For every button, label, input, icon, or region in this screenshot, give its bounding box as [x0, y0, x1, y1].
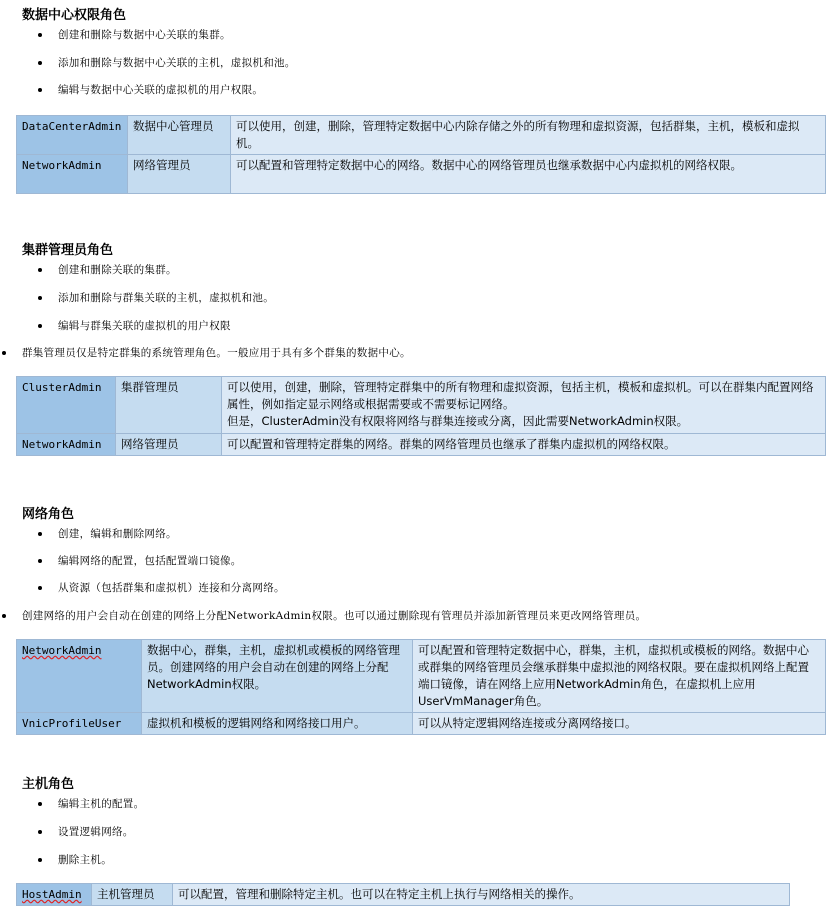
table-row: [17, 640, 826, 713]
role-name-cell: 主机管理员: [92, 884, 173, 906]
network-heading: 网络角色: [22, 507, 75, 522]
role-desc-line: 但是，ClusterAdmin没有权限将网络与群集连接或分离，因此需要NetworkAdmin权限。: [227, 414, 689, 428]
role-name-cell: 集群管理员: [116, 377, 222, 434]
role-cell: [17, 884, 92, 906]
dc-role-table: [16, 115, 826, 194]
host-role-table: [16, 883, 790, 906]
role-desc-cell: [222, 377, 826, 434]
network-note: 创建网络的用户会自动在创建的网络上分配NetworkAdmin权限。也可以通过删除现有管理员并添加新管理员来更改网络管理员。: [22, 610, 647, 622]
role-desc-line: 可以使用，创建，删除，管理特定群集中的所有物理和虚拟资源，包括主机，模板和虚拟机。可以在群集内配置网络属性，例如指定显示网络或根据需要或不需要标记网络。: [227, 380, 814, 411]
host-bullet: 设置逻辑网络。: [58, 826, 134, 838]
table-row: [17, 116, 826, 155]
role-name-cell: 虚拟机和模板的逻辑网络和网络接口用户。: [142, 713, 413, 735]
network-bullet: 创建，编辑和删除网络。: [58, 528, 177, 540]
cluster-bullet: 创建和删除关联的集群。: [58, 264, 177, 276]
role-desc-cell: 可以配置和管理特定群集的网络。群集的网络管理员也继承了群集内虚拟机的网络权限。: [222, 434, 826, 456]
host-heading: 主机角色: [22, 777, 75, 792]
role-cell: NetworkAdmin: [17, 434, 116, 456]
network-bullet: 编辑网络的配置，包括配置端口镜像。: [58, 555, 242, 567]
role-cell: VnicProfileUser: [17, 713, 142, 735]
dc-bullet: 编辑与数据中心关联的虚拟机的用户权限。: [58, 84, 264, 96]
cluster-note: 群集管理员仅是特定群集的系统管理角色。一般应用于具有多个群集的数据中心。: [22, 347, 411, 359]
table-row: [17, 155, 826, 194]
cluster-heading: 集群管理员角色: [22, 243, 114, 258]
role-desc-cell: 可以配置和管理特定数据中心的网络。数据中心的网络管理员也继承数据中心内虚拟机的网络权限。: [231, 155, 826, 194]
role-cell: ClusterAdmin: [17, 377, 116, 434]
host-bullet: 删除主机。: [58, 854, 112, 866]
role-name-cell: 数据中心，群集，主机，虚拟机或模板的网络管理员。创建网络的用户会自动在创建的网络上分配NetworkAdmin权限。: [142, 640, 413, 713]
role-label: NetworkAdmin: [22, 644, 102, 657]
role-desc-cell: 可以配置和管理特定数据中心，群集，主机，虚拟机或模板的网络。数据中心或群集的网络管理员会继承群集中虚拟池的网络权限。要在虚拟机网络上配置端口镜像，请在网络上应用NetworkAdmin角色，在虚拟机上应用UserVmManager角色。: [413, 640, 826, 713]
role-name-cell: 网络管理员: [128, 155, 231, 194]
table-row: [17, 713, 826, 735]
network-role-table: [16, 639, 826, 735]
cluster-role-table: [16, 376, 826, 456]
role-desc-cell: 可以配置，管理和删除特定主机。也可以在特定主机上执行与网络相关的操作。: [173, 884, 790, 906]
role-name-cell: 数据中心管理员: [128, 116, 231, 155]
role-cell: NetworkAdmin: [17, 155, 128, 194]
role-desc-cell: 可以使用，创建，删除，管理特定数据中心内除存储之外的所有物理和虚拟资源，包括群集，主机，模板和虚拟机。: [231, 116, 826, 155]
dc-bullet: 添加和删除与数据中心关联的主机，虚拟机和池。: [58, 57, 296, 69]
host-bullet: 编辑主机的配置。: [58, 798, 145, 810]
cluster-bullet: 添加和删除与群集关联的主机，虚拟机和池。: [58, 292, 274, 304]
role-desc-cell: 可以从特定逻辑网络连接或分离网络接口。: [413, 713, 826, 735]
cluster-bullet: 编辑与群集关联的虚拟机的用户权限: [58, 320, 231, 332]
role-cell: [17, 640, 142, 713]
table-row: [17, 884, 790, 906]
table-row: [17, 377, 826, 434]
role-label: HostAdmin: [22, 888, 82, 901]
network-bullet: 从资源（包括群集和虚拟机）连接和分离网络。: [58, 582, 285, 594]
role-cell: DataCenterAdmin: [17, 116, 128, 155]
role-name-cell: 网络管理员: [116, 434, 222, 456]
table-row: [17, 434, 826, 456]
dc-heading: 数据中心权限角色: [22, 8, 127, 23]
dc-bullet: 创建和删除与数据中心关联的集群。: [58, 29, 231, 41]
